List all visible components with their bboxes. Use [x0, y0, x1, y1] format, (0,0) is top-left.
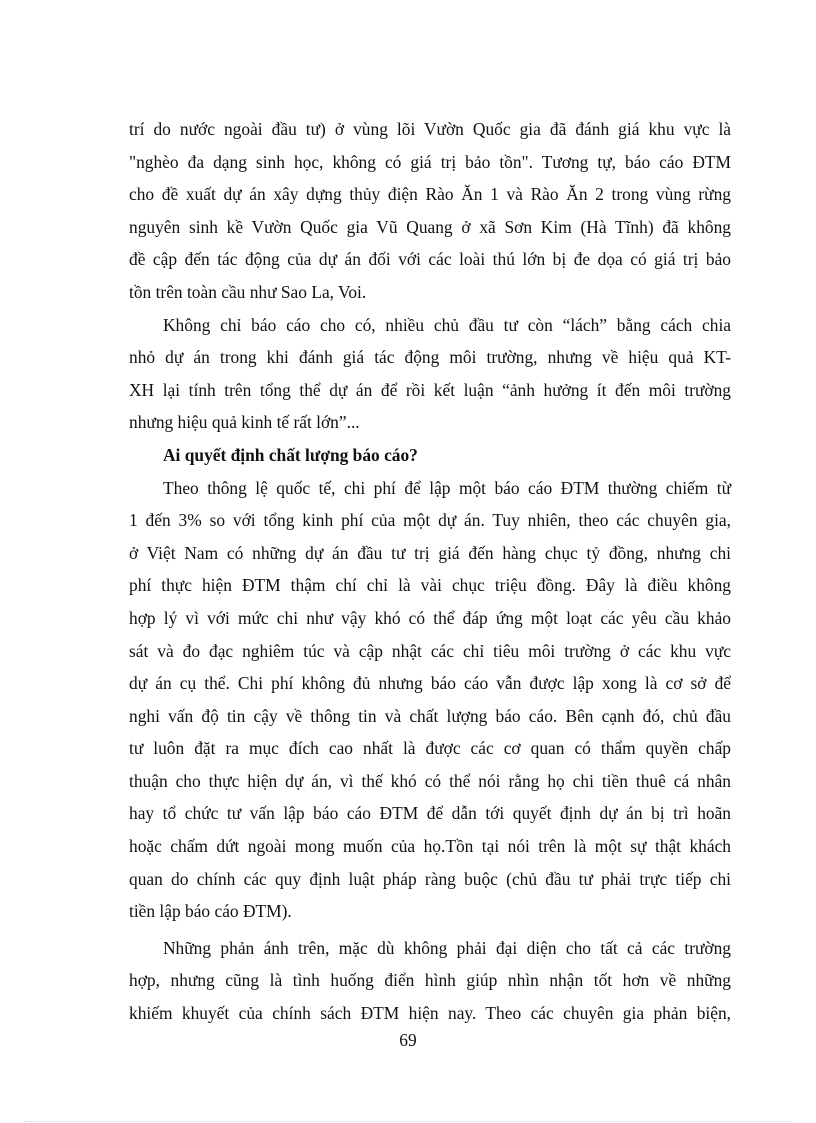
- text-line: quan do chính các quy định luật pháp ràng buộc (chủ đầu tư phải trực tiếp chi: [129, 868, 731, 889]
- text-line: Không chỉ báo cáo cho có, nhiều chủ đầu tư còn “lách” bằng cách chia: [163, 314, 731, 335]
- text-line: khiếm khuyết của chính sách ĐTM hiện nay. Theo các chuyên gia phản biện,: [129, 1003, 731, 1024]
- text-line: 1 đến 3% so với tổng kinh phí của một dự án. Tuy nhiên, theo các chuyên gia,: [129, 510, 731, 531]
- paragraph-1: [129, 113, 731, 309]
- text-line: XH lại tính trên tổng thể dự án để rồi kết luận “ảnh hưởng ít đến môi trường: [129, 379, 731, 400]
- paragraph-2: [129, 309, 731, 439]
- text-line: nghi vấn độ tin cậy về thông tin và chất lượng báo cáo. Bên cạnh đó, chủ đầu: [129, 705, 731, 726]
- text-line: ở Việt Nam có những dự án đầu tư trị giá đến hàng chục tỷ đồng, nhưng chi: [129, 542, 731, 563]
- text-line: nguyên sinh kề Vườn Quốc gia Vũ Quang ở xã Sơn Kim (Hà Tĩnh) đã không: [129, 216, 731, 237]
- text-line: tồn trên toàn cầu như Sao La, Voi.: [129, 281, 367, 302]
- heading-text: Ai quyết định chất lượng báo cáo?: [163, 444, 418, 465]
- text-line: hợp, nhưng cũng là tình huống điển hình giúp nhìn nhận tốt hơn về những: [129, 970, 731, 991]
- text-line: sát và đo đạc nghiêm túc và cập nhật các chỉ tiêu môi trường ở các khu vực: [129, 640, 731, 661]
- document-body: [129, 113, 731, 1030]
- text-line: Theo thông lệ quốc tế, chi phí để lập một báo cáo ĐTM thường chiếm từ: [163, 477, 731, 498]
- paragraph-4: [129, 932, 731, 1030]
- paragraph-3: [129, 472, 731, 928]
- text-line: hợp lý vì với mức chi như vậy khó có thể đáp ứng một loạt các yêu cầu khảo: [129, 607, 731, 628]
- text-line: tiền lập báo cáo ĐTM).: [129, 901, 292, 922]
- text-line: nhưng hiệu quả kinh tế rất lớn”...: [129, 412, 360, 433]
- text-line: đề cập đến tác động của dự án đối với các loài thú lớn bị đe dọa có giá trị bảo: [129, 249, 731, 270]
- text-line: phí thực hiện ĐTM thậm chí chỉ là vài chục triệu đồng. Đây là điều không: [129, 575, 731, 596]
- text-line: hoặc chấm dứt ngoài mong muốn của họ.Tồn tại nói trên là một sự thật khách: [129, 836, 731, 857]
- text-line: hay tổ chức tư vấn lập báo cáo ĐTM để dẫn tới quyết định dự án bị trì hoãn: [129, 803, 731, 824]
- page-number: 69: [399, 1030, 417, 1050]
- text-line: tư luôn đặt ra mục đích cao nhất là được các cơ quan có thẩm quyền chấp: [129, 738, 731, 759]
- section-heading: [129, 439, 731, 472]
- text-line: Những phản ánh trên, mặc dù không phải đại diện cho tất cả các trường: [163, 937, 731, 958]
- page-bottom-divider: [24, 1121, 792, 1122]
- text-line: "nghèo đa dạng sinh học, không có giá trị bảo tồn". Tương tự, báo cáo ĐTM: [129, 151, 731, 172]
- text-line: nhỏ dự án trong khi đánh giá tác động môi trường, nhưng về hiệu quả KT-: [129, 347, 731, 368]
- text-line: trí do nước ngoài đầu tư) ở vùng lõi Vườn Quốc gia đã đánh giá khu vực là: [129, 119, 731, 139]
- text-line: dự án cụ thể. Chi phí không đủ nhưng báo cáo vẫn được lập xong là cơ sở để: [129, 673, 731, 694]
- text-line: cho đề xuất dự án xây dựng thủy điện Rào Ăn 1 và Rào Ăn 2 trong vùng rừng: [129, 184, 731, 205]
- text-line: thuận cho thực hiện dự án, vì thế khó có thể nói rằng họ chi tiền thuê cá nhân: [129, 770, 731, 791]
